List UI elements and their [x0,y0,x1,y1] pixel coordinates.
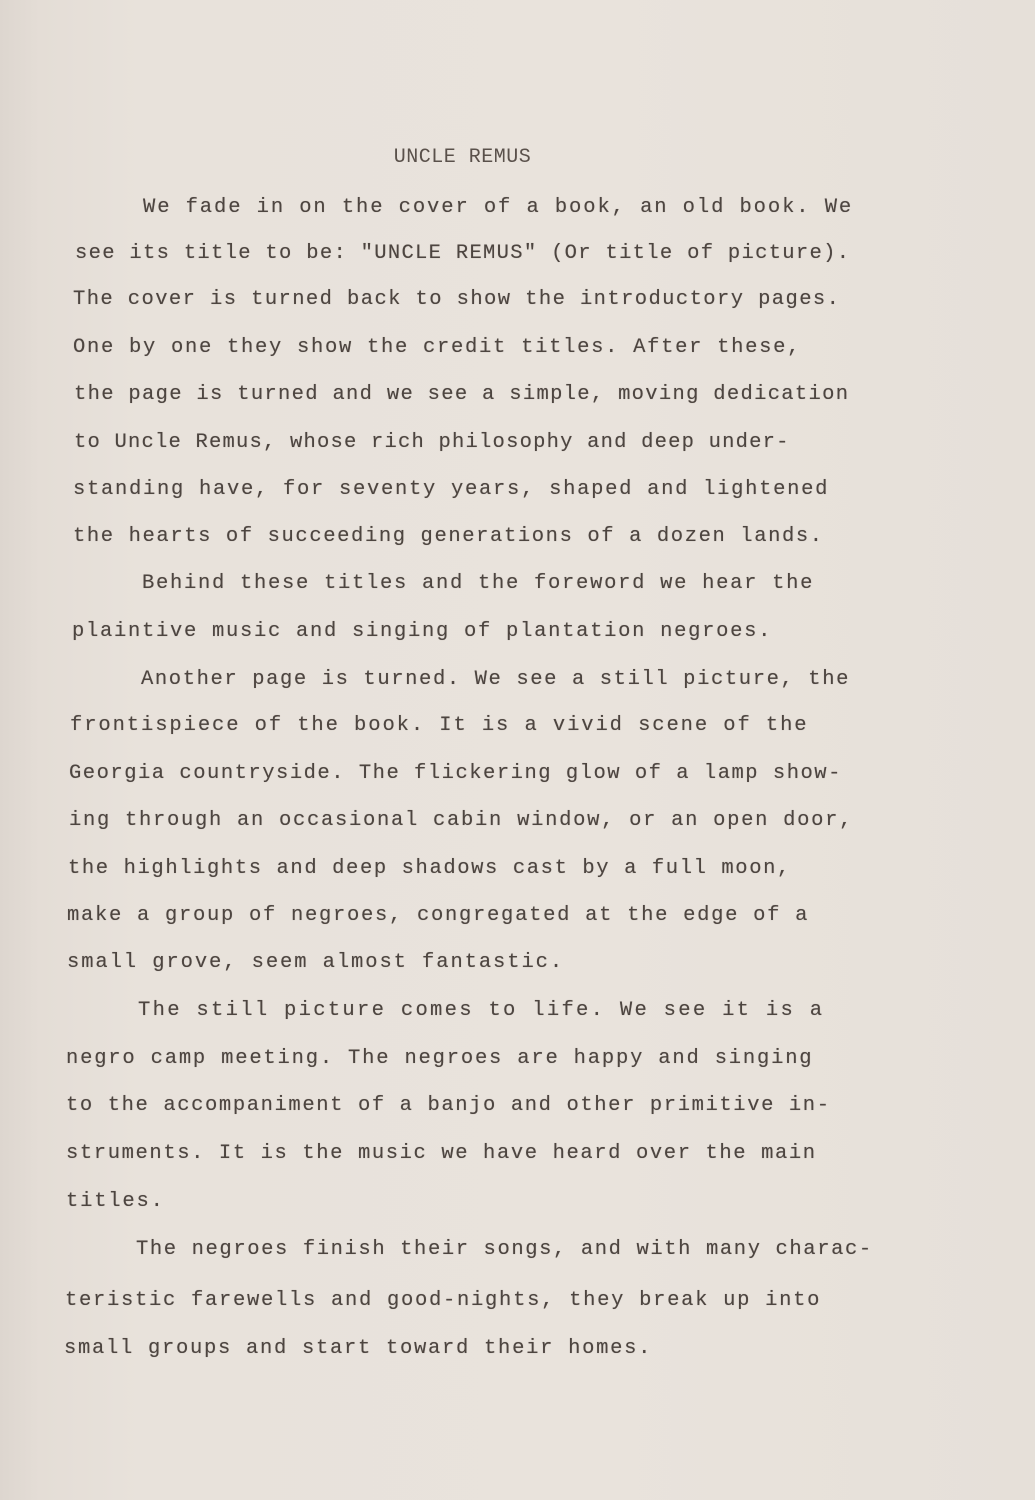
paragraph-2-line-1: Behind these titles and the foreword we hear the [142,572,815,595]
paragraph-3-line-6: make a group of negroes, congregated at the edge of a [67,904,810,927]
paragraph-1-line-3: The cover is turned back to show the introductory pages. [73,288,841,311]
paragraph-3-line-4: ing through an occasional cabin window, or an open door, [69,809,854,832]
paragraph-1-line-6: to Uncle Remus, whose rich philosophy and deep under- [74,431,790,454]
paragraph-1-line-5: the page is turned and we see a simple, moving dedication [74,383,850,406]
paragraph-5-line-3: small groups and start toward their homes. [64,1337,653,1360]
paragraph-2-line-2: plaintive music and singing of plantation negroes. [72,620,773,643]
paragraph-3-line-7: small grove, seem almost fantastic. [67,951,565,974]
paragraph-3-line-5: the highlights and deep shadows cast by a full moon, [68,857,791,880]
paragraph-4-line-4: struments. It is the music we have heard over the main [66,1142,817,1165]
page-title: UNCLE REMUS [393,146,532,169]
paragraph-1-line-4: One by one they show the credit titles. After these, [73,336,802,359]
paragraph-1-line-7: standing have, for seventy years, shaped and lightened [73,478,830,501]
paragraph-1-line-1: We fade in on the cover of a book, an old book. We [143,196,854,219]
paragraph-1-line-8: the hearts of succeeding generations of a dozen lands. [73,525,824,548]
paragraph-4-line-5: titles. [66,1190,165,1213]
paragraph-4-line-3: to the accompaniment of a banjo and other primitive in- [66,1094,831,1117]
paragraph-5-line-1: The negroes finish their songs, and with many charac- [136,1238,873,1261]
paragraph-3-line-1: Another page is turned. We see a still picture, the [141,668,851,691]
paragraph-3-line-2: frontispiece of the book. It is a vivid scene of the [70,714,809,737]
paragraph-4-line-1: The still picture comes to life. We see it is a [138,999,825,1022]
paragraph-1-line-2: see its title to be: "UNCLE REMUS" (Or title of picture). [75,242,851,265]
paragraph-3-line-3: Georgia countryside. The flickering glow of a lamp show- [69,762,842,785]
paragraph-4-line-2: negro camp meeting. The negroes are happy and singing [66,1047,814,1070]
paragraph-5-line-2: teristic farewells and good-nights, they break up into [65,1289,822,1312]
